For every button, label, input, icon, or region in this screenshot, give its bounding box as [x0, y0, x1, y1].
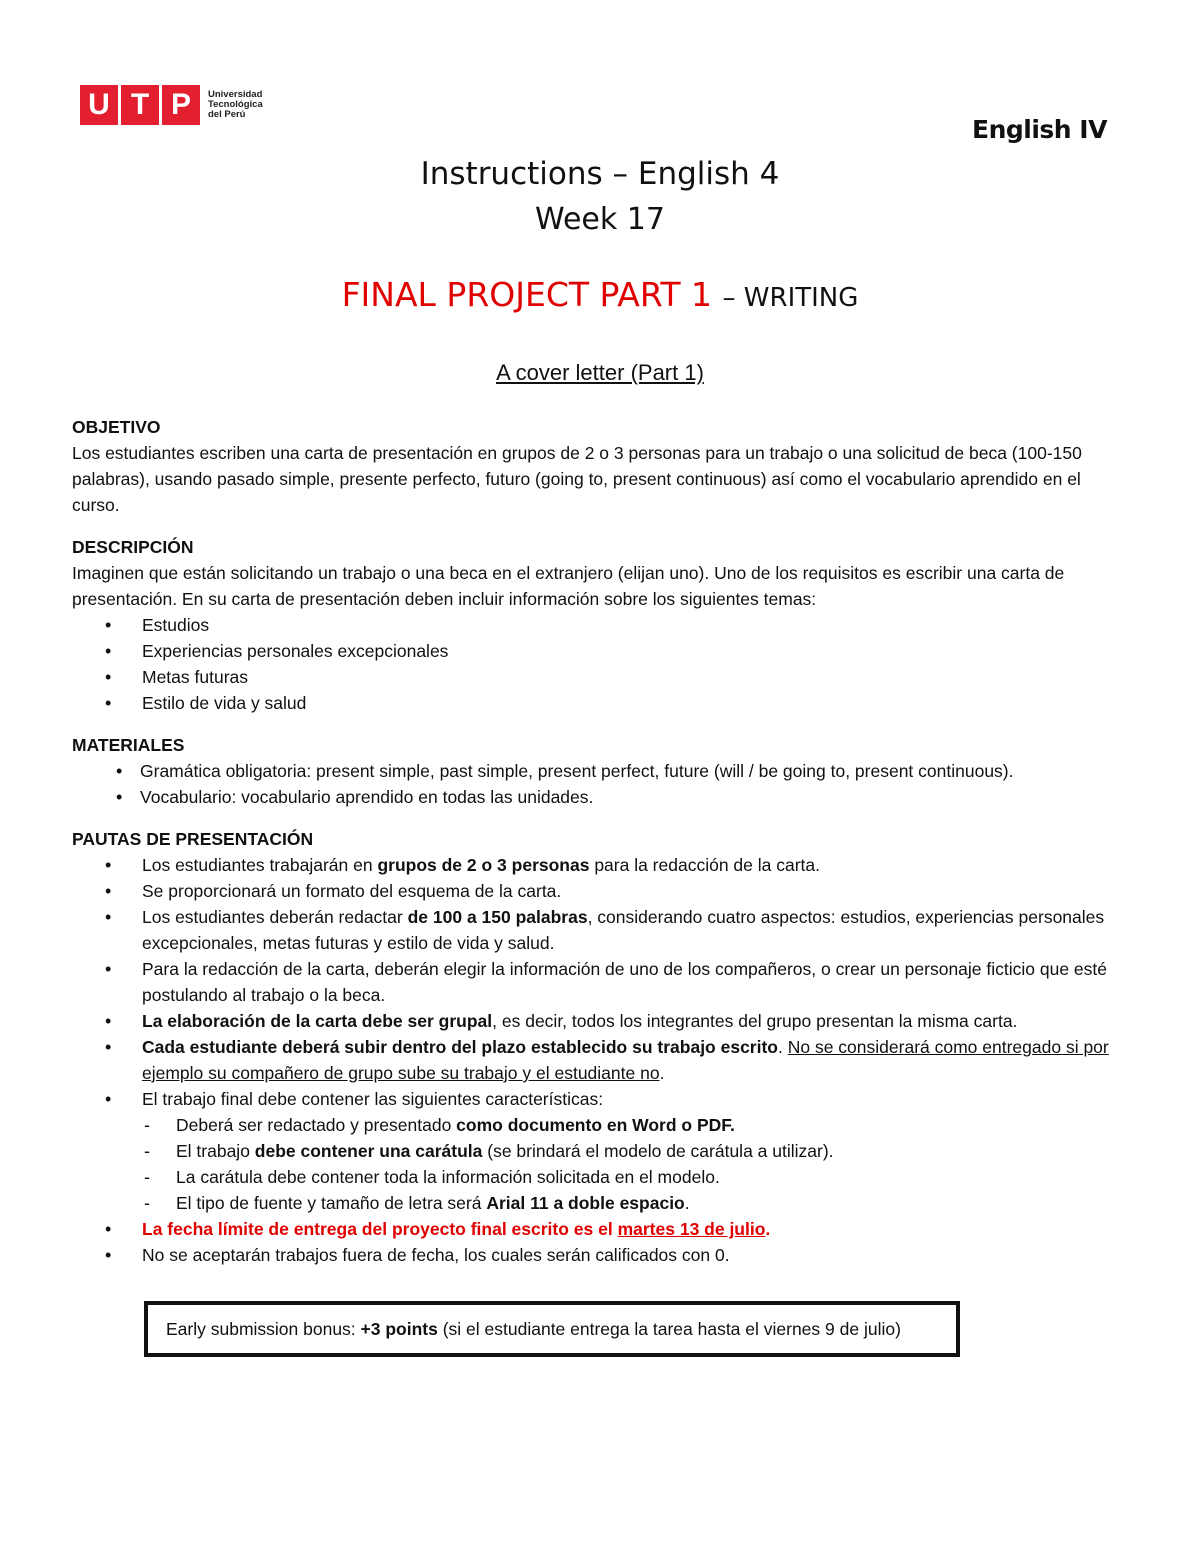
course-label: English IV: [972, 115, 1107, 144]
page-title: Instructions – English 4: [420, 156, 780, 192]
document-body: [72, 414, 1132, 1268]
characteristics-list: [72, 1112, 1132, 1216]
section-heading: MATERIALES: [72, 735, 185, 755]
section-heading: PAUTAS DE PRESENTACIÓN: [72, 829, 314, 849]
section-heading: OBJETIVO: [72, 417, 161, 437]
list-item: • No se aceptarán trabajos fuera de fecha, los cuales serán calificados con 0.: [72, 1242, 1132, 1268]
week-label: Week 17: [535, 202, 665, 237]
materials-list: [72, 758, 1132, 810]
descripcion-text: Imaginen que están solicitando un trabajo o una beca en el extranjero (elijan uno). Uno de los requisitos es escribir una carta de presentación. En su carta de presentación deben incluir información sobre los siguientes temas:: [72, 563, 1065, 609]
list-item: • Estudios: [72, 612, 1132, 638]
list-item: • Los estudiantes deberán redactar de 100 a 150 palabras, considerando cuatro aspectos: estudios, experiencias personales excepcionales, metas futuras y estilo de vida y salud.: [72, 904, 1132, 956]
section-heading: DESCRIPCIÓN: [72, 537, 194, 557]
project-name: FINAL PROJECT PART 1: [341, 275, 713, 314]
logo-text: Universidad Tecnológica del Perú: [208, 89, 263, 120]
list-item: • Cada estudiante deberá subir dentro del plazo establecido su trabajo escrito. No se considerará como entregado si por ejemplo su compañero de grupo sube su trabajo y el estudiante no.: [72, 1034, 1132, 1086]
list-item: - Deberá ser redactado y presentado como documento en Word o PDF.: [72, 1112, 1132, 1138]
list-item: • Se proporcionará un formato del esquema de la carta.: [72, 878, 1132, 904]
deadline-item: • La fecha límite de entrega del proyecto final escrito es el martes 13 de julio.: [72, 1216, 1132, 1242]
list-item: • Estilo de vida y salud: [72, 690, 1132, 716]
list-item: - El tipo de fuente y tamaño de letra será Arial 11 a doble espacio.: [72, 1190, 1132, 1216]
list-item: • El trabajo final debe contener las siguientes características: - Deberá ser redactado y presentado como documento en Word o PDF. - El trabajo debe contener una carátula (se brindará el modelo de carátula a utilizar). - La carátula debe contener toda la información solicitada en el modelo. - El tipo de fuente y tamaño de letra será Arial 11 a doble espacio.: [72, 1086, 1132, 1216]
list-item: • Gramática obligatoria: present simple, past simple, present perfect, future (will / be going to, present continuous).: [72, 758, 1132, 784]
project-title: [0, 275, 1200, 314]
logo-letter: P: [170, 88, 191, 121]
subtitle: A cover letter (Part 1): [496, 360, 704, 385]
topic-list: [72, 612, 1132, 716]
list-item: • Para la redacción de la carta, deberán elegir la información de uno de los compañeros, o crear un personaje ficticio que esté postulando al trabajo o la beca.: [72, 956, 1132, 1008]
objetivo-text: Los estudiantes escriben una carta de presentación en grupos de 2 o 3 personas para un trabajo o una solicitud de beca (100-150 palabras), usando pasado simple, presente perfecto, futuro (going to, present continuous) así como el vocabulario aprendido en el curso.: [72, 443, 1082, 515]
list-item: • Vocabulario: vocabulario aprendido en todas las unidades.: [72, 784, 1132, 810]
guidelines-list: [72, 852, 1132, 1268]
list-item: • Experiencias personales excepcionales: [72, 638, 1132, 664]
logo-letter: U: [80, 85, 121, 125]
logo-letter: T: [121, 85, 162, 125]
logo-blocks: [80, 85, 200, 125]
list-item: - El trabajo debe contener una carátula (se brindará el modelo de carátula a utilizar).: [72, 1138, 1132, 1164]
utp-logo: [80, 85, 263, 125]
bonus-box: Early submission bonus: +3 points (si el estudiante entrega la tarea hasta el viernes 9 de julio): [144, 1301, 960, 1357]
list-item: • Metas futuras: [72, 664, 1132, 690]
list-item: • La elaboración de la carta debe ser grupal, es decir, todos los integrantes del grupo presentan la misma carta.: [72, 1008, 1132, 1034]
list-item: - La carátula debe contener toda la información solicitada en el modelo.: [72, 1164, 1132, 1190]
list-item: • Los estudiantes trabajarán en grupos de 2 o 3 personas para la redacción de la carta.: [72, 852, 1132, 878]
project-suffix: – WRITING: [722, 283, 859, 313]
